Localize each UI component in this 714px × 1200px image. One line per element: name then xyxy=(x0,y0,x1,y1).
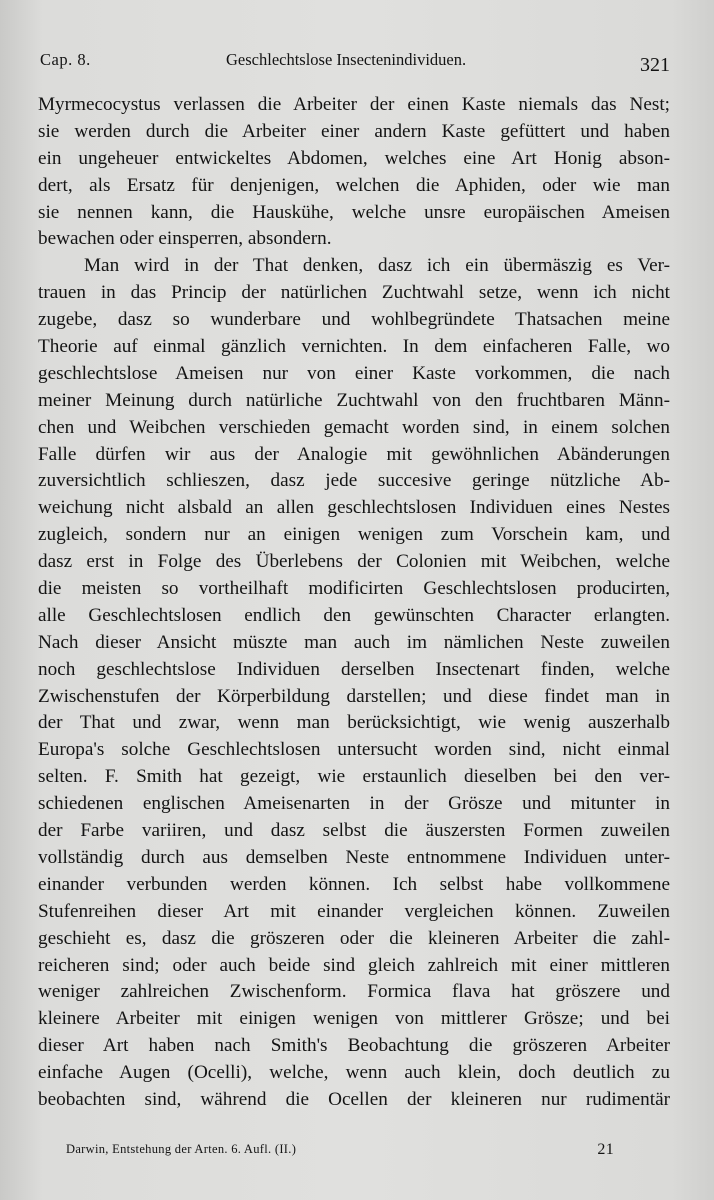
running-title: Geschlechtslose Insectenindividuen. xyxy=(226,50,467,69)
text-line: dasz erst in Folge des Überlebens der Colonien mit Weibchen, welche xyxy=(38,551,670,573)
text-line: dieser Art haben nach Smith's Beobachtung die gröszeren Arbeiter xyxy=(38,1035,670,1057)
text-line: kleinere Arbeiter mit einigen wenigen von mittlerer Grösze; und bei xyxy=(38,1008,670,1030)
text-line: einfache Augen (Ocelli), welche, wenn auch klein, doch deutlich zu xyxy=(38,1062,670,1084)
text-line: Falle dürfen wir aus der Analogie mit gewöhnlichen Abänderungen xyxy=(38,443,670,465)
text-line: dert, als Ersatz für denjenigen, welchen die Aphiden, oder wie man xyxy=(38,174,670,196)
text-line: sie werden durch die Arbeiter einer andern Kaste gefüttert und haben xyxy=(38,120,670,142)
text-line: zugleich, sondern nur an einigen wenigen zum Vorschein kam, und xyxy=(38,524,670,546)
page-number: 321 xyxy=(640,54,670,76)
text-line: beobachten sind, während die Ocellen der kleineren nur rudimentär xyxy=(38,1088,670,1110)
text-line: Europa's solche Geschlechtslosen untersucht worden sind, nicht einmal xyxy=(38,739,670,761)
text-line: sie nennen kann, die Hauskühe, welche unsre europäischen Ameisen xyxy=(38,201,670,223)
text-line: geschlechtslose Ameisen nur von einer Kaste vorkommen, die nach xyxy=(38,362,670,384)
text-line: der Farbe variiren, und dasz selbst die äuszersten Formen zuweilen xyxy=(38,820,670,842)
signature-line xyxy=(66,1142,614,1166)
text-line: Zwischenstufen der Körperbildung darstellen; und diese findet man in xyxy=(38,685,670,707)
text-line: zugebe, dasz so wunderbare und wohlbegründete Thatsachen meine xyxy=(38,309,670,331)
text-line: weichung nicht alsbald an allen geschlechtslosen Individuen eines Nestes xyxy=(38,497,670,519)
text-line: Theorie auf einmal gänzlich vernichten. In dem einfacheren Falle, wo xyxy=(38,336,670,358)
text-line: die meisten so vortheilhaft modificirten Geschlechtslosen producirten, xyxy=(38,578,670,600)
text-line: ein ungeheuer entwickeltes Abdomen, welches eine Art Honig abson- xyxy=(38,147,670,169)
text-line: Man wird in der That denken, dasz ich ein übermäszig es Ver- xyxy=(84,255,670,277)
text-line: bewachen oder einsperren, absondern. xyxy=(38,228,332,250)
printer-signature: Darwin, Entstehung der Arten. 6. Aufl. (II.) xyxy=(66,1142,297,1156)
chapter-label: Cap. 8. xyxy=(40,50,91,69)
text-line: Nach dieser Ansicht müszte man auch im nämlichen Neste zuweilen xyxy=(38,631,670,653)
text-line: trauen in das Princip der natürlichen Zuchtwahl setze, wenn ich nicht xyxy=(38,282,670,304)
text-line: chen und Weibchen verschieden gemacht worden sind, in einem solchen xyxy=(38,416,670,438)
text-line: reicheren sind; oder auch beide sind gleich zahlreich mit einer mittleren xyxy=(38,954,670,976)
text-line: schiedenen englischen Ameisenarten in der Grösze und mitunter in xyxy=(38,793,670,815)
body-text xyxy=(38,92,670,1114)
text-line: geschieht es, dasz die gröszeren oder die kleineren Arbeiter die zahl- xyxy=(38,927,670,949)
text-line: Myrmecocystus verlassen die Arbeiter der einen Kaste niemals das Nest; xyxy=(38,94,670,115)
text-line: vollständig durch aus demselben Neste entnommene Individuen unter- xyxy=(38,846,670,868)
text-line: der That und zwar, wenn man berücksichtigt, wie wenig auszerhalb xyxy=(38,712,670,734)
text-line: zuversichtlich schlieszen, dasz jede succesive geringe nützliche Ab- xyxy=(38,470,670,492)
running-header xyxy=(40,48,670,80)
text-line: alle Geschlechtslosen endlich den gewünschten Character erlangten. xyxy=(38,604,670,626)
text-line: weniger zahlreichen Zwischenform. Formica flava hat gröszere und xyxy=(38,981,670,1003)
text-line: einander verbunden werden können. Ich selbst habe vollkommene xyxy=(38,873,670,895)
text-line: selten. F. Smith hat gezeigt, wie erstaunlich dieselben bei den ver- xyxy=(38,766,670,788)
sheet-number: 21 xyxy=(597,1141,614,1158)
text-line: Stufenreihen dieser Art mit einander vergleichen können. Zuweilen xyxy=(38,900,670,922)
text-line: meiner Meinung durch natürliche Zuchtwahl von den fruchtbaren Männ- xyxy=(38,389,670,411)
text-line: noch geschlechtslose Individuen derselben Insectenart finden, welche xyxy=(38,658,670,680)
